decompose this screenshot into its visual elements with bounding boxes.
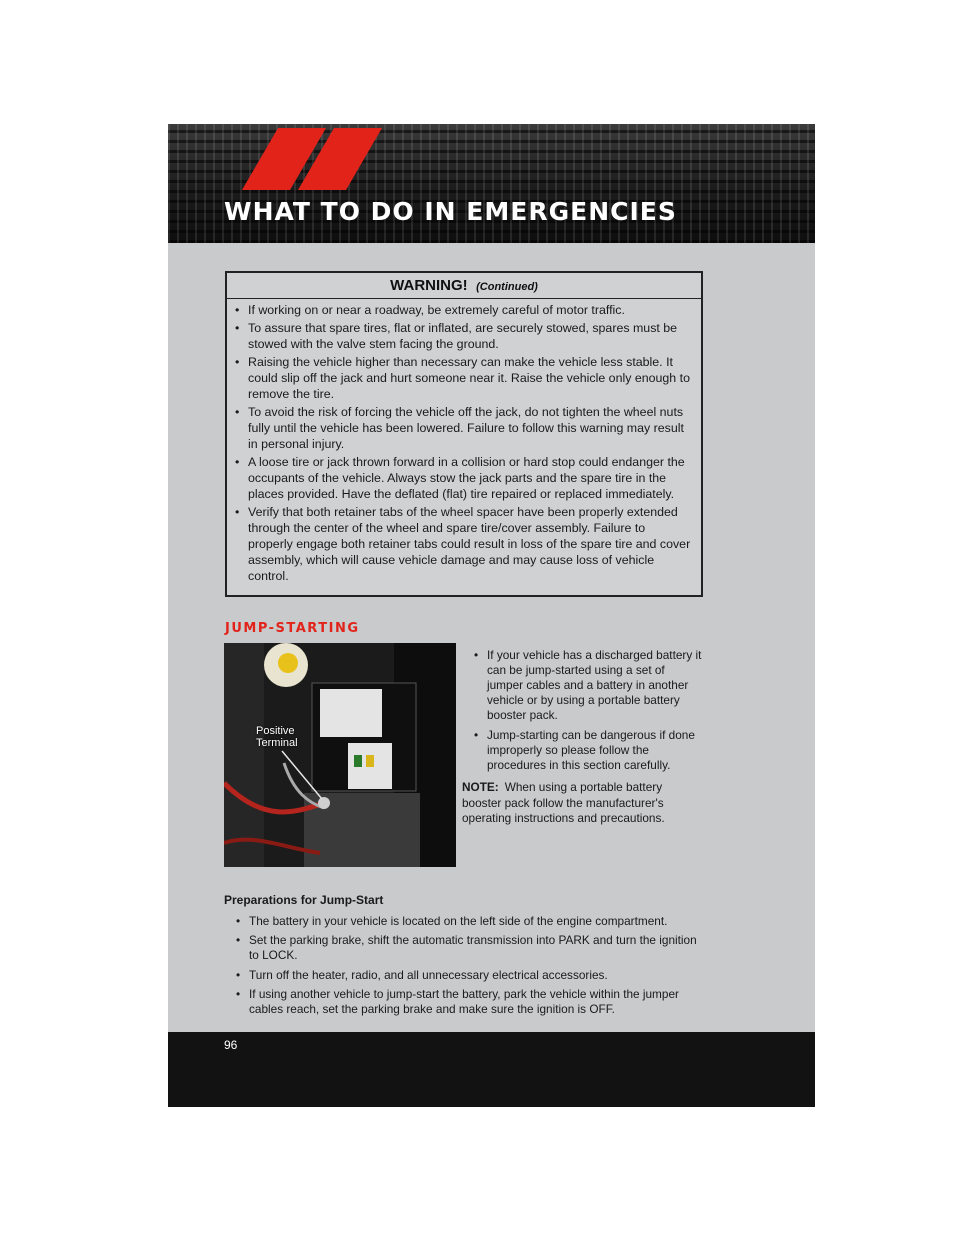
preparations-list — [236, 914, 706, 1021]
preparation-item: • The battery in your vehicle is located on the left side of the engine compartment. — [236, 914, 706, 929]
warning-list — [227, 299, 701, 595]
preparation-item: • Turn off the heater, radio, and all unnecessary electrical accessories. — [236, 968, 706, 983]
warning-item: • Verify that both retainer tabs of the wheel spacer have been properly extended through the center of the wheel and spare tire/cover assembly. Failure to properly engage both retainer tabs could result in loss of the spare tire and cover assembly, which will cause vehicle damage and may cause loss of vehicle control. — [235, 504, 693, 584]
photo-callout — [256, 725, 298, 749]
callout-line-1: Positive — [256, 725, 295, 737]
battery-photo — [224, 643, 456, 867]
warning-item: • A loose tire or jack thrown forward in a collision or hard stop could endanger the occupants of the vehicle. Always stow the jack parts and the spare tire in the places provided. Have the deflated (flat) tire repaired or replaced immediately. — [235, 454, 693, 502]
jump-start-bullets — [474, 648, 704, 778]
warning-header — [227, 273, 701, 299]
positive-terminal-icon — [318, 797, 330, 809]
page-number: 96 — [224, 1038, 238, 1052]
subsection-title-preparations: Preparations for Jump-Start — [224, 893, 384, 907]
warning-title: WARNING! — [390, 277, 468, 294]
warning-item: • To assure that spare tires, flat or inflated, are securely stowed, spares must be stowed with the valve stem facing the ground. — [235, 320, 693, 352]
section-title-jump-starting: JUMP-STARTING — [225, 621, 360, 636]
page-title: WHAT TO DO IN EMERGENCIES — [224, 197, 677, 226]
note-label: NOTE: — [462, 780, 499, 794]
callout-line-2: Terminal — [256, 737, 298, 749]
warning-box — [225, 271, 703, 597]
warning-item: • If working on or near a roadway, be extremely careful of motor traffic. — [235, 302, 693, 318]
jump-start-bullet: • Jump-starting can be dangerous if done improperly so please follow the procedures in this section carefully. — [474, 728, 704, 773]
engine-compartment-illustration — [224, 643, 456, 867]
warning-item: • Raising the vehicle higher than necessary can make the vehicle less stable. It could slip off the jack and hurt someone near it. Raise the vehicle only enough to remove the tire. — [235, 354, 693, 402]
page-footer — [168, 1032, 815, 1107]
preparation-item: • If using another vehicle to jump-start the battery, park the vehicle within the jumper cables reach, set the parking brake and make sure the ignition is OFF. — [236, 987, 706, 1017]
note-text: When using a portable battery booster pack follow the manufacturer's operating instructions and precautions. — [462, 780, 665, 825]
brand-stripes-logo — [242, 128, 382, 190]
page-header — [168, 124, 815, 243]
preparation-item: • Set the parking brake, shift the automatic transmission into PARK and turn the ignition to LOCK. — [236, 933, 706, 963]
jump-start-bullet: • If your vehicle has a discharged battery it can be jump-started using a set of jumper cables and a battery in another vehicle or by using a portable battery booster pack. — [474, 648, 704, 723]
note — [462, 780, 702, 827]
warning-item: • To avoid the risk of forcing the vehicle off the jack, do not tighten the wheel nuts fully until the vehicle has been lowered. Failure to follow this warning may result in personal injury. — [235, 404, 693, 452]
warning-continued: (Continued) — [476, 281, 538, 293]
manual-page — [168, 124, 815, 1107]
